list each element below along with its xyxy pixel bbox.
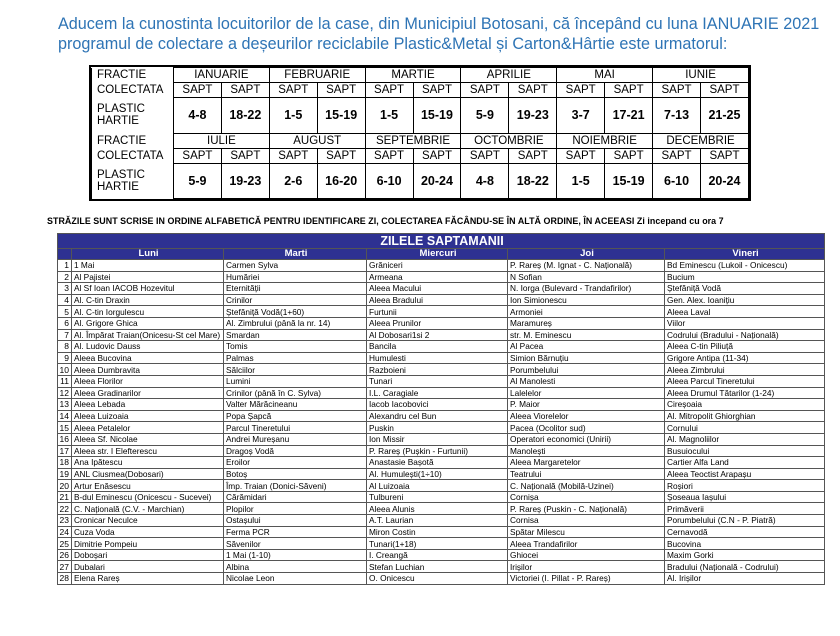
row-number: 6 [58, 317, 72, 329]
week-label: SAPT [509, 83, 557, 98]
week-label: SAPT [700, 83, 748, 98]
street-cell: Aleea Viorelelor [508, 410, 665, 422]
table-row [58, 433, 825, 445]
street-cell: Grigore Antipa (11-34) [665, 352, 825, 364]
street-cell: Al. C-tin Iorgulescu [72, 306, 224, 318]
street-cell: Ferma PCR [224, 526, 367, 538]
colectata-label: COLECTATA [92, 148, 174, 163]
street-cell: Cernavodă [665, 526, 825, 538]
street-cell: B-dul Eminescu (Onicescu - Sucevei) [72, 491, 224, 503]
street-cell: Bancila [367, 341, 508, 353]
week-label: SAPT [221, 83, 269, 98]
street-cell: Porumbelului (C.N - P. Piatră) [665, 515, 825, 527]
month-header: NOIEMBRIE [557, 133, 653, 148]
table-row [58, 503, 825, 515]
street-cell: Lumini [224, 375, 367, 387]
row-number: 19 [58, 468, 72, 480]
week-label: SAPT [317, 83, 365, 98]
street-cell: Dragoș Vodă [224, 445, 367, 457]
street-cell: Aleea Gradinarilor [72, 387, 224, 399]
row-number: 17 [58, 445, 72, 457]
hartie-label: HARTIE [97, 115, 139, 128]
street-cell: Aleea Lebada [72, 399, 224, 411]
street-cell: Aleea Petalelor [72, 422, 224, 434]
streets-table [57, 233, 825, 585]
row-number: 20 [58, 480, 72, 492]
street-cell: Maramureș [508, 317, 665, 329]
table-row [58, 294, 825, 306]
month-header: IUNIE [653, 68, 749, 83]
street-cell: Teatrului [508, 468, 665, 480]
month-header: SEPTEMBRIE [365, 133, 461, 148]
street-cell: Eternității [224, 283, 367, 295]
hartie-label: HARTIE [97, 180, 139, 193]
week-label: SAPT [174, 148, 222, 163]
row-number: 5 [58, 306, 72, 318]
week-label: SAPT [653, 83, 701, 98]
street-cell: Popa Șapcă [224, 410, 367, 422]
collection-interval: 16-20 [317, 163, 365, 199]
month-header: DECEMBRIE [653, 133, 749, 148]
intro-line-2: programul de colectare a deșeurilor reciclabile Plastic&Metal și Carton&Hârtie este urmatorul: [58, 35, 728, 53]
table-row [58, 491, 825, 503]
street-cell: Săvenilor [224, 538, 367, 550]
street-cell: Tulbureni [367, 491, 508, 503]
street-cell: N Sofian [508, 271, 665, 283]
collection-interval: 5-9 [461, 98, 509, 134]
street-cell: Cronicar Neculce [72, 515, 224, 527]
table-row [58, 329, 825, 341]
collection-interval: 7-13 [653, 98, 701, 134]
street-cell: Bradului (Națională - Codrului) [665, 561, 825, 573]
day-name-luni: Luni [72, 249, 224, 260]
street-cell: ANL Ciusmea(Dobosari) [72, 468, 224, 480]
street-cell: Porumbelului [508, 364, 665, 376]
week-label: SAPT [221, 148, 269, 163]
table-row [58, 445, 825, 457]
row-number: 16 [58, 433, 72, 445]
collection-interval: 19-23 [509, 98, 557, 134]
row-number: 26 [58, 549, 72, 561]
collection-interval: 3-7 [557, 98, 605, 134]
table-row [58, 526, 825, 538]
street-cell: Aleea str. I Elefterescu [72, 445, 224, 457]
street-cell: Al. Mitropolit Ghiorghian [665, 410, 825, 422]
collection-interval: 15-19 [605, 163, 653, 199]
months-row [92, 68, 749, 83]
street-cell: Humăriei [224, 271, 367, 283]
table-row [58, 341, 825, 353]
street-cell: Al Pacea [508, 341, 665, 353]
table-row [58, 399, 825, 411]
fractie-label: FRACTIE [92, 133, 174, 148]
street-cell: Puskin [367, 422, 508, 434]
street-cell: P. Maior [508, 399, 665, 411]
collection-interval: 21-25 [700, 98, 748, 134]
table-row [58, 468, 825, 480]
street-cell: Lalelelor [508, 387, 665, 399]
street-cell: str. M. Eminescu [508, 329, 665, 341]
street-cell: Andrei Mureșanu [224, 433, 367, 445]
street-cell: Razboieni [367, 364, 508, 376]
collection-interval: 2-6 [269, 163, 317, 199]
week-label: SAPT [269, 148, 317, 163]
collection-interval: 4-8 [174, 98, 222, 134]
week-label: SAPT [557, 83, 605, 98]
week-label: SAPT [365, 148, 413, 163]
street-cell: Albina [224, 561, 367, 573]
week-days-title: ZILELE SAPTAMANII [58, 234, 825, 249]
week-label: SAPT [653, 148, 701, 163]
street-cell: Al Manolesti [508, 375, 665, 387]
row-number: 24 [58, 526, 72, 538]
table-row [58, 538, 825, 550]
street-cell: Împ. Traian (Donici-Săveni) [224, 480, 367, 492]
weeks-row [92, 148, 749, 163]
street-cell: Aleea Luizoaia [72, 410, 224, 422]
street-cell: Sălciilor [224, 364, 367, 376]
table-row [58, 573, 825, 585]
week-label: SAPT [557, 148, 605, 163]
street-cell: Aleea Florilor [72, 375, 224, 387]
collection-interval: 1-5 [269, 98, 317, 134]
street-cell: Al. Împărat Traian(Onicesu-St cel Mare) [72, 329, 224, 341]
street-cell: Botoș [224, 468, 367, 480]
street-cell: Simion Bărnuțiu [508, 352, 665, 364]
street-cell: P. Rareș (Puskin - C. Națională) [508, 503, 665, 515]
collection-interval: 20-24 [700, 163, 748, 199]
week-label: SAPT [365, 83, 413, 98]
row-number: 12 [58, 387, 72, 399]
collection-interval: 17-21 [605, 98, 653, 134]
row-number: 14 [58, 410, 72, 422]
week-label: SAPT [413, 83, 461, 98]
month-header: MAI [557, 68, 653, 83]
street-cell: Aleea Macului [367, 283, 508, 295]
collection-interval: 18-22 [509, 163, 557, 199]
street-cell: Aleea Sf. Nicolae [72, 433, 224, 445]
week-label: SAPT [509, 148, 557, 163]
street-cell: Șoseaua Iașului [665, 491, 825, 503]
month-header: APRILIE [461, 68, 557, 83]
street-cell: I. Creangă [367, 549, 508, 561]
street-cell: Grăniceri [367, 260, 508, 272]
table-row [58, 306, 825, 318]
table-row [58, 317, 825, 329]
street-cell: Al. Zimbrului (până la nr. 14) [224, 317, 367, 329]
street-cell: Spătar Milescu [508, 526, 665, 538]
street-cell: Aleea Margaretelor [508, 457, 665, 469]
table-row [58, 271, 825, 283]
street-cell: P. Rareș (M. Ignat - C. Națională) [508, 260, 665, 272]
month-header: OCTOMBRIE [461, 133, 557, 148]
day-name-vineri: Vineri [665, 249, 825, 260]
table-row [58, 422, 825, 434]
row-number: 10 [58, 364, 72, 376]
table-row [58, 480, 825, 492]
week-label: SAPT [461, 148, 509, 163]
plastic-label: PLASTIC [97, 168, 145, 181]
row-number: 15 [58, 422, 72, 434]
street-cell: Plopilor [224, 503, 367, 515]
street-cell: Crinilor (până în C. Sylva) [224, 387, 367, 399]
table-row [58, 457, 825, 469]
row-number: 25 [58, 538, 72, 550]
street-cell: Aleea Bucovina [72, 352, 224, 364]
street-cell: Dubalari [72, 561, 224, 573]
street-cell: Alexandru cel Bun [367, 410, 508, 422]
street-cell: Tomis [224, 341, 367, 353]
street-cell: Armoniei [508, 306, 665, 318]
table-row [58, 375, 825, 387]
day-name-joi: Joi [508, 249, 665, 260]
table-row [58, 283, 825, 295]
street-cell: Furtunii [367, 306, 508, 318]
street-cell: I.L. Caragiale [367, 387, 508, 399]
table-row [58, 387, 825, 399]
street-cell: O. Onicescu [367, 573, 508, 585]
street-cell: Aleea Zimbrului [665, 364, 825, 376]
week-label: SAPT [700, 148, 748, 163]
street-cell: Aleea Alunis [367, 503, 508, 515]
month-header: AUGUST [269, 133, 365, 148]
month-header: MARTIE [365, 68, 461, 83]
street-cell: Gen. Alex. Ioanițiu [665, 294, 825, 306]
table-row [58, 561, 825, 573]
street-cell: Crinilor [224, 294, 367, 306]
month-header: IANUARIE [174, 68, 270, 83]
day-name-spacer [58, 249, 72, 260]
street-cell: Cornului [665, 422, 825, 434]
table-row [58, 515, 825, 527]
month-header: IULIE [174, 133, 270, 148]
collection-interval: 1-5 [557, 163, 605, 199]
street-cell: Anastasie Bașotă [367, 457, 508, 469]
street-cell: Al. Grigore Ghica [72, 317, 224, 329]
street-cell: Ostașului [224, 515, 367, 527]
week-label: SAPT [605, 83, 653, 98]
weeks-row [92, 83, 749, 98]
street-cell: Victoriei (I. Pillat - P. Rareș) [508, 573, 665, 585]
collection-interval: 4-8 [461, 163, 509, 199]
row-number: 4 [58, 294, 72, 306]
collection-interval: 20-24 [413, 163, 461, 199]
street-cell: Aleea Bradului [367, 294, 508, 306]
row-number: 11 [58, 375, 72, 387]
street-cell: Cărămidari [224, 491, 367, 503]
street-cell: Al. Ludovic Dauss [72, 341, 224, 353]
collection-interval: 6-10 [365, 163, 413, 199]
street-cell: Busuiocului [665, 445, 825, 457]
street-cell: C. Națională (C.V. - Marchian) [72, 503, 224, 515]
street-cell: Aleea Drumul Tătarilor (1-24) [665, 387, 825, 399]
week-label: SAPT [413, 148, 461, 163]
street-cell: A.T. Laurian [367, 515, 508, 527]
row-number: 1 [58, 260, 72, 272]
row-number: 13 [58, 399, 72, 411]
street-cell: Armeana [367, 271, 508, 283]
street-cell: Irișilor [508, 561, 665, 573]
street-cell: Parcul Tineretului [224, 422, 367, 434]
street-cell: Aleea Parcul Tineretului [665, 375, 825, 387]
plastic-hartie-row [92, 98, 749, 134]
street-cell: 1 Mai [72, 260, 224, 272]
street-cell: Bucovina [665, 538, 825, 550]
street-cell: Ștefăniță Vodă(1+60) [224, 306, 367, 318]
street-cell: Eroilor [224, 457, 367, 469]
intro-text [58, 14, 828, 54]
street-cell: Primăverii [665, 503, 825, 515]
collection-interval: 15-19 [413, 98, 461, 134]
street-cell: P. Rareș (Pușkin - Furtunii) [367, 445, 508, 457]
collection-interval: 18-22 [221, 98, 269, 134]
street-cell: Al Dobosari1si 2 [367, 329, 508, 341]
week-label: SAPT [174, 83, 222, 98]
street-cell: Carmen Sylva [224, 260, 367, 272]
plastic-hartie-row [92, 163, 749, 199]
row-number: 9 [58, 352, 72, 364]
row-number: 28 [58, 573, 72, 585]
plastic-label: PLASTIC [97, 103, 145, 116]
street-cell: Doboșari [72, 549, 224, 561]
day-name-miercuri: Miercuri [367, 249, 508, 260]
street-cell: Iacob Iacobovici [367, 399, 508, 411]
row-number: 2 [58, 271, 72, 283]
street-cell: Roșiori [665, 480, 825, 492]
fractie-label: FRACTIE [92, 68, 174, 83]
table-row [58, 352, 825, 364]
street-cell: Cuza Voda [72, 526, 224, 538]
street-cell: Cartier Alfa Land [665, 457, 825, 469]
street-cell: Stefan Luchian [367, 561, 508, 573]
street-cell: Aleea Teoctist Arapașu [665, 468, 825, 480]
day-names-row [58, 249, 825, 260]
street-cell: Ghiocei [508, 549, 665, 561]
table-row [58, 260, 825, 272]
month-header: FEBRUARIE [269, 68, 365, 83]
street-cell: Al. Humulești(1÷10) [367, 468, 508, 480]
week-label: SAPT [317, 148, 365, 163]
row-number: 8 [58, 341, 72, 353]
street-cell: Manolești [508, 445, 665, 457]
plastic-hartie-label [92, 98, 174, 134]
street-cell: Palmas [224, 352, 367, 364]
row-number: 27 [58, 561, 72, 573]
week-label: SAPT [461, 83, 509, 98]
street-cell: Codrului (Bradului - Națională) [665, 329, 825, 341]
collection-schedule-table [89, 65, 751, 201]
row-number: 3 [58, 283, 72, 295]
street-cell: Cireșoaia [665, 399, 825, 411]
row-number: 18 [58, 457, 72, 469]
intro-line-1: Aducem la cunostinta locuitorilor de la case, din Municipiul Botosani, că începând cu luna IANUARIE 2021 [58, 15, 820, 33]
street-cell: Humulesti [367, 352, 508, 364]
street-cell: Bd Eminescu (Lukoil - Onicescu) [665, 260, 825, 272]
street-cell: Aleea C-tin Piliuță [665, 341, 825, 353]
street-cell: Artur Enăsescu [72, 480, 224, 492]
street-cell: Valter Mărăcineanu [224, 399, 367, 411]
months-row [92, 133, 749, 148]
street-cell: Al. Irișilor [665, 573, 825, 585]
collection-interval: 6-10 [653, 163, 701, 199]
street-cell: Cornișa [508, 491, 665, 503]
plastic-hartie-label [92, 163, 174, 199]
row-number: 7 [58, 329, 72, 341]
day-name-marti: Marti [224, 249, 367, 260]
colectata-label: COLECTATA [92, 83, 174, 98]
street-cell: Aleea Trandafirilor [508, 538, 665, 550]
street-cell: Aleea Prunilor [367, 317, 508, 329]
table-row [58, 410, 825, 422]
street-cell: Ion Missir [367, 433, 508, 445]
collection-interval: 15-19 [317, 98, 365, 134]
street-cell: Aleea Dumbravita [72, 364, 224, 376]
street-cell: Viilor [665, 317, 825, 329]
street-cell: Tunari [367, 375, 508, 387]
street-cell: Tunari(1+18) [367, 538, 508, 550]
week-days-header [58, 234, 825, 249]
street-cell: Operatori economici (Unirii) [508, 433, 665, 445]
week-label: SAPT [605, 148, 653, 163]
street-cell: Al Luizoaia [367, 480, 508, 492]
street-cell: 1 Mai (1-10) [224, 549, 367, 561]
collection-interval: 19-23 [221, 163, 269, 199]
collection-interval: 5-9 [174, 163, 222, 199]
streets-notice: STRĂZILE SUNT SCRISE IN ORDINE ALFABETICĂ PENTRU IDENTIFICARE ZI, COLECTAREA FĂCÂNDU-SE ÎN ALTĂ ORDINE, ÎN ACEEASI Zi incepand cu ora 7 [47, 216, 724, 226]
collection-interval: 1-5 [365, 98, 413, 134]
street-cell: Smardan [224, 329, 367, 341]
street-cell: Al Pajistei [72, 271, 224, 283]
street-cell: Maxim Gorki [665, 549, 825, 561]
street-cell: Al. C-tin Draxin [72, 294, 224, 306]
table-row [58, 549, 825, 561]
street-cell: Elena Rareș [72, 573, 224, 585]
street-cell: Aleea Laval [665, 306, 825, 318]
street-cell: Nicolae Leon [224, 573, 367, 585]
street-cell: Ana Ipătescu [72, 457, 224, 469]
street-cell: Pacea (Ocolitor sud) [508, 422, 665, 434]
street-cell: N. Iorga (Bulevard - Trandafirilor) [508, 283, 665, 295]
street-cell: Miron Costin [367, 526, 508, 538]
street-cell: Ștefăniță Vodă [665, 283, 825, 295]
street-cell: C. Națională (Mobilă-Uzinei) [508, 480, 665, 492]
row-number: 23 [58, 515, 72, 527]
week-label: SAPT [269, 83, 317, 98]
street-cell: Bucium [665, 271, 825, 283]
street-cell: Al. Magnoliilor [665, 433, 825, 445]
row-number: 21 [58, 491, 72, 503]
street-cell: Al Sf Ioan IACOB Hozevitul [72, 283, 224, 295]
row-number: 22 [58, 503, 72, 515]
street-cell: Cornisa [508, 515, 665, 527]
street-cell: Dimitrie Pompeiu [72, 538, 224, 550]
table-row [58, 364, 825, 376]
street-cell: Ion Simionescu [508, 294, 665, 306]
